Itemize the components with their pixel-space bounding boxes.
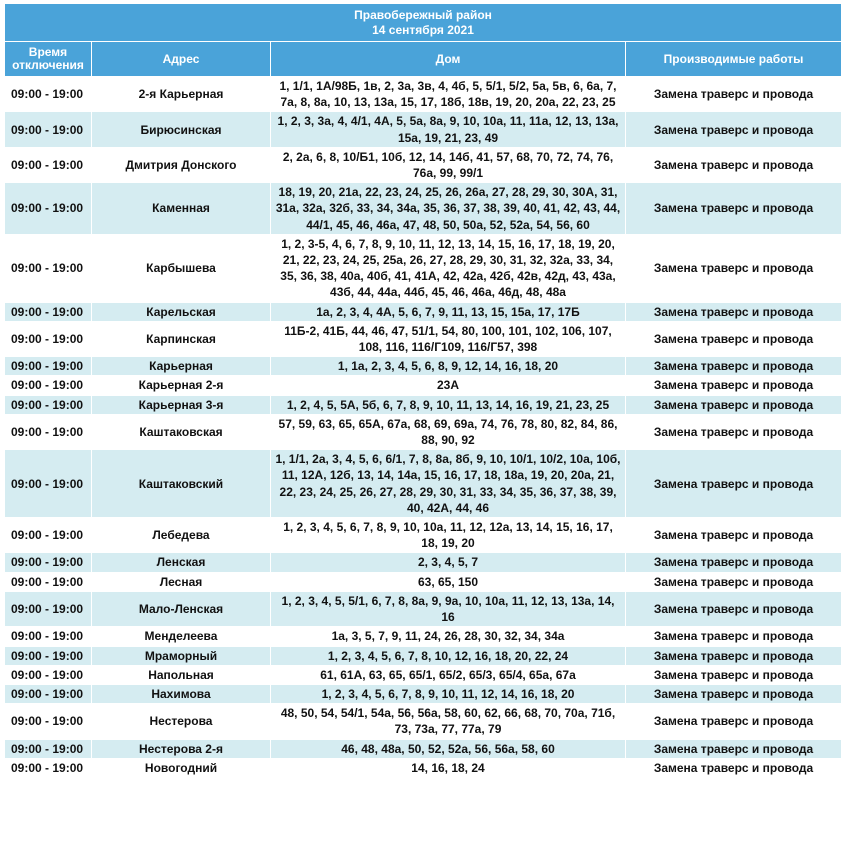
- table-row: [5, 553, 842, 572]
- col-header-time: Время отключения: [5, 42, 92, 77]
- row-time: 09:00 - 19:00: [5, 414, 92, 449]
- row-houses: 1, 1а, 2, 3, 4, 5, 6, 8, 9, 12, 14, 16, 18, 20: [271, 357, 626, 376]
- row-address: Новогодний: [92, 758, 271, 777]
- row-time: 09:00 - 19:00: [5, 450, 92, 518]
- table-row: [5, 646, 842, 665]
- row-time: 09:00 - 19:00: [5, 302, 92, 321]
- row-work: Замена траверс и провода: [626, 518, 842, 553]
- row-address: 2-я Карьерная: [92, 77, 271, 112]
- row-work: Замена траверс и провода: [626, 450, 842, 518]
- table-row: [5, 321, 842, 356]
- table-row: [5, 234, 842, 302]
- row-work: Замена траверс и провода: [626, 376, 842, 395]
- row-work: Замена траверс и провода: [626, 684, 842, 703]
- row-address: Карьерная 3-я: [92, 395, 271, 414]
- row-address: Каштаковский: [92, 450, 271, 518]
- col-header-work: Производимые работы: [626, 42, 842, 77]
- table-row: [5, 302, 842, 321]
- row-address: Мало-Ленская: [92, 591, 271, 626]
- row-houses: 1а, 2, 3, 4, 4А, 5, 6, 7, 9, 11, 13, 15, 15а, 17, 17Б: [271, 302, 626, 321]
- row-time: 09:00 - 19:00: [5, 376, 92, 395]
- row-time: 09:00 - 19:00: [5, 665, 92, 684]
- row-work: Замена траверс и провода: [626, 302, 842, 321]
- table-row: [5, 704, 842, 739]
- row-houses: 2, 3, 4, 5, 7: [271, 553, 626, 572]
- row-houses: 63, 65, 150: [271, 572, 626, 591]
- row-time: 09:00 - 19:00: [5, 684, 92, 703]
- row-time: 09:00 - 19:00: [5, 321, 92, 356]
- row-address: Бирюсинская: [92, 112, 271, 147]
- row-address: Карьерная: [92, 357, 271, 376]
- row-work: Замена траверс и провода: [626, 112, 842, 147]
- row-houses: 61, 61А, 63, 65, 65/1, 65/2, 65/3, 65/4, 65а, 67а: [271, 665, 626, 684]
- table-body: [5, 77, 842, 778]
- row-houses: 57, 59, 63, 65, 65А, 67а, 68, 69, 69а, 74, 76, 78, 80, 82, 84, 86, 88, 90, 92: [271, 414, 626, 449]
- table-row: [5, 684, 842, 703]
- table-row: [5, 147, 842, 182]
- row-work: Замена траверс и провода: [626, 704, 842, 739]
- row-houses: 14, 16, 18, 24: [271, 758, 626, 777]
- col-header-house: Дом: [271, 42, 626, 77]
- row-work: Замена траверс и провода: [626, 591, 842, 626]
- row-houses: 1, 2, 3, 4, 5, 6, 7, 8, 9, 10, 11, 12, 14, 16, 18, 20: [271, 684, 626, 703]
- row-work: Замена траверс и провода: [626, 147, 842, 182]
- col-header-address: Адрес: [92, 42, 271, 77]
- row-work: Замена траверс и провода: [626, 414, 842, 449]
- row-time: 09:00 - 19:00: [5, 234, 92, 302]
- row-work: Замена траверс и провода: [626, 646, 842, 665]
- row-time: 09:00 - 19:00: [5, 627, 92, 646]
- table-row: [5, 758, 842, 777]
- row-time: 09:00 - 19:00: [5, 758, 92, 777]
- row-work: Замена траверс и провода: [626, 665, 842, 684]
- row-address: Напольная: [92, 665, 271, 684]
- row-houses: 1, 1/1, 2а, 3, 4, 5, 6, 6/1, 7, 8, 8а, 8б, 9, 10, 10/1, 10/2, 10а, 10б, 11, 12А, 12б, 13, 14, 14а, 15, 16, 17, 18, 18а, 19, 20, 20а, 21, 22, 23, 24, 25, 26, 27, 28, 29, 30, 31, 33, 34, 35, 36, 37, 38, 39, 40, 42А, 44, 46: [271, 450, 626, 518]
- row-address: Менделеева: [92, 627, 271, 646]
- row-houses: 1, 2, 3, 4, 5, 6, 7, 8, 9, 10, 10а, 11, 12, 12а, 13, 14, 15, 16, 17, 18, 19, 20: [271, 518, 626, 553]
- row-houses: 11Б-2, 41Б, 44, 46, 47, 51/1, 54, 80, 100, 101, 102, 106, 107, 108, 116, 116/Г109, 116/Г57, 398: [271, 321, 626, 356]
- row-work: Замена траверс и провода: [626, 572, 842, 591]
- table-row: [5, 112, 842, 147]
- row-address: Каштаковская: [92, 414, 271, 449]
- row-work: Замена траверс и провода: [626, 357, 842, 376]
- row-time: 09:00 - 19:00: [5, 77, 92, 112]
- row-address: Лебедева: [92, 518, 271, 553]
- row-time: 09:00 - 19:00: [5, 395, 92, 414]
- table-title: [5, 4, 842, 42]
- table-row: [5, 357, 842, 376]
- row-time: 09:00 - 19:00: [5, 704, 92, 739]
- row-work: Замена траверс и провода: [626, 321, 842, 356]
- row-address: Каменная: [92, 183, 271, 235]
- table-row: [5, 414, 842, 449]
- row-time: 09:00 - 19:00: [5, 518, 92, 553]
- table-row: [5, 183, 842, 235]
- row-houses: 1, 2, 4, 5, 5А, 5б, 6, 7, 8, 9, 10, 11, 13, 14, 16, 19, 21, 23, 25: [271, 395, 626, 414]
- row-time: 09:00 - 19:00: [5, 357, 92, 376]
- column-header-row: [5, 42, 842, 77]
- table-row: [5, 77, 842, 112]
- row-houses: 48, 50, 54, 54/1, 54а, 56, 56а, 58, 60, 62, 66, 68, 70, 70а, 71б, 73, 73а, 77, 77а, 79: [271, 704, 626, 739]
- row-work: Замена траверс и провода: [626, 739, 842, 758]
- row-houses: 1, 2, 3, 3а, 4, 4/1, 4А, 5, 5а, 8а, 9, 10, 10а, 11, 11а, 12, 13, 13а, 15а, 19, 21, 23, 49: [271, 112, 626, 147]
- outage-schedule-table: [4, 3, 842, 778]
- table-row: [5, 591, 842, 626]
- row-address: Нестерова 2-я: [92, 739, 271, 758]
- row-houses: 1, 2, 3, 4, 5, 5/1, 6, 7, 8, 8а, 9, 9а, 10, 10а, 11, 12, 13, 13а, 14, 16: [271, 591, 626, 626]
- row-address: Карьерная 2-я: [92, 376, 271, 395]
- row-houses: 46, 48, 48а, 50, 52, 52а, 56, 56а, 58, 60: [271, 739, 626, 758]
- row-time: 09:00 - 19:00: [5, 147, 92, 182]
- row-houses: 18, 19, 20, 21а, 22, 23, 24, 25, 26, 26а, 27, 28, 29, 30, 30А, 31, 31а, 32а, 32б, 33, 34, 34а, 35, 36, 37, 38, 39, 40, 41, 42, 43, 44, 44/1, 45, 46, 46а, 47, 48, 50, 50а, 52, 52а, 54, 56, 60: [271, 183, 626, 235]
- row-time: 09:00 - 19:00: [5, 183, 92, 235]
- row-houses: 23А: [271, 376, 626, 395]
- row-address: Карельская: [92, 302, 271, 321]
- table-row: [5, 450, 842, 518]
- row-time: 09:00 - 19:00: [5, 572, 92, 591]
- row-houses: 1а, 3, 5, 7, 9, 11, 24, 26, 28, 30, 32, 34, 34а: [271, 627, 626, 646]
- row-houses: 1, 2, 3, 4, 5, 6, 7, 8, 10, 12, 16, 18, 20, 22, 24: [271, 646, 626, 665]
- row-work: Замена траверс и провода: [626, 758, 842, 777]
- row-time: 09:00 - 19:00: [5, 591, 92, 626]
- row-time: 09:00 - 19:00: [5, 739, 92, 758]
- outage-date: 14 сентября 2021: [372, 23, 474, 37]
- row-houses: 1, 1/1, 1А/98Б, 1в, 2, 3а, 3в, 4, 4б, 5, 5/1, 5/2, 5а, 5в, 6, 6а, 7, 7а, 8, 8а, 10, 13, 13а, 15, 17, 18б, 18в, 19, 20, 20а, 22, 23, 25: [271, 77, 626, 112]
- row-address: Нестерова: [92, 704, 271, 739]
- row-address: Карпинская: [92, 321, 271, 356]
- row-work: Замена траверс и провода: [626, 395, 842, 414]
- row-address: Ленская: [92, 553, 271, 572]
- table-title-row: [5, 4, 842, 42]
- district-name: Правобережный район: [354, 8, 492, 22]
- table-row: [5, 665, 842, 684]
- row-address: Карбышева: [92, 234, 271, 302]
- table-row: [5, 518, 842, 553]
- table-row: [5, 572, 842, 591]
- row-houses: 2, 2а, 6, 8, 10/Б1, 10б, 12, 14, 14б, 41, 57, 68, 70, 72, 74, 76, 76а, 99, 99/1: [271, 147, 626, 182]
- table-row: [5, 395, 842, 414]
- row-address: Лесная: [92, 572, 271, 591]
- row-work: Замена траверс и провода: [626, 627, 842, 646]
- row-work: Замена траверс и провода: [626, 183, 842, 235]
- row-time: 09:00 - 19:00: [5, 646, 92, 665]
- row-address: Мраморный: [92, 646, 271, 665]
- row-time: 09:00 - 19:00: [5, 553, 92, 572]
- row-time: 09:00 - 19:00: [5, 112, 92, 147]
- row-work: Замена траверс и провода: [626, 234, 842, 302]
- row-houses: 1, 2, 3-5, 4, 6, 7, 8, 9, 10, 11, 12, 13, 14, 15, 16, 17, 18, 19, 20, 21, 22, 23, 24, 25, 25а, 26, 27, 28, 29, 30, 31, 32, 32а, 33, 34, 35, 36, 38, 40а, 40б, 41, 41А, 42, 42а, 42б, 42в, 42д, 43, 43а, 43б, 44, 44а, 44б, 45, 46, 46а, 46д, 48, 48а: [271, 234, 626, 302]
- row-work: Замена траверс и провода: [626, 77, 842, 112]
- row-work: Замена траверс и провода: [626, 553, 842, 572]
- table-row: [5, 739, 842, 758]
- row-address: Дмитрия Донского: [92, 147, 271, 182]
- row-address: Нахимова: [92, 684, 271, 703]
- table-row: [5, 627, 842, 646]
- table-row: [5, 376, 842, 395]
